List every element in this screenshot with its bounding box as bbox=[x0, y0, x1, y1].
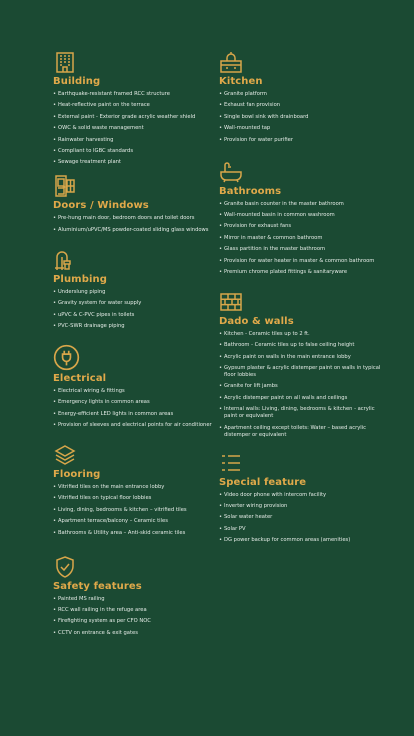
list-item: • Earthquake-resistant framed RCC structure bbox=[53, 91, 228, 98]
list-item: • Premium chrome plated fittings & sanitaryware bbox=[219, 269, 389, 276]
list-item: • Pre-hung main door, bedroom doors and toilet doors bbox=[53, 215, 228, 222]
section-safety bbox=[53, 555, 228, 637]
list-item: • Acrylic paint on walls in the main entrance lobby bbox=[219, 354, 389, 361]
list-item: • Video door phone with intercom facility bbox=[219, 492, 389, 499]
list-item: • Rainwater harvesting bbox=[53, 137, 228, 144]
list-item: • OWC & solid waste management bbox=[53, 125, 228, 132]
bricks-icon bbox=[219, 290, 243, 314]
list-item: • Provision of sleeves and electrical points for air conditioner bbox=[53, 422, 228, 429]
pipe-icon bbox=[53, 248, 77, 272]
stove-icon bbox=[219, 50, 243, 74]
list-item: • Emergency lights in common areas bbox=[53, 399, 228, 406]
section-title: Building bbox=[53, 76, 101, 87]
section-building bbox=[53, 50, 228, 166]
list-item: • Painted MS railing bbox=[53, 596, 228, 603]
list-item: • PVC-SWR drainage piping bbox=[53, 323, 228, 330]
list-item: • Vitrified tiles on typical floor lobbies bbox=[53, 495, 228, 502]
list-item: • Mirror in master & common bathroom bbox=[219, 235, 389, 242]
list-item: • Wall-mounted basin in common washroom bbox=[219, 212, 389, 219]
list-item: • Gravity system for water supply bbox=[53, 300, 228, 307]
list-item: • Acrylic distemper paint on all walls and ceilings bbox=[219, 395, 389, 402]
list-item: • Wall-mounted tap bbox=[219, 125, 389, 132]
list-item: • Aluminium/uPVC/MS powder-coated sliding glass windows bbox=[53, 227, 228, 234]
section-kitchen bbox=[219, 50, 389, 144]
list-item: • Granite platform bbox=[219, 91, 389, 98]
list-item: • Bathroom - Ceramic tiles up to false ceiling height bbox=[219, 342, 389, 349]
left-column bbox=[53, 50, 228, 649]
list-icon bbox=[219, 451, 243, 475]
list-item: • Firefighting system as per CFO NOC bbox=[53, 618, 228, 625]
list-item: • Bathrooms & Utility area – Anti-skid ceramic tiles bbox=[53, 530, 228, 537]
list-item: • Solar PV bbox=[219, 526, 389, 533]
list-item: • Granite basin counter in the master bathroom bbox=[219, 201, 389, 208]
right-column bbox=[219, 50, 389, 556]
section-dado bbox=[219, 290, 389, 439]
list-item: • Glass partition in the master bathroom bbox=[219, 246, 389, 253]
list-item: • Exhaust fan provision bbox=[219, 102, 389, 109]
list-item: • Provision for water purifier bbox=[219, 137, 389, 144]
section-title: Flooring bbox=[53, 469, 101, 481]
list-item: • Vitrified tiles on the main entrance lobby bbox=[53, 484, 228, 491]
list-item: • Apartment ceiling except toilets: Water – based acrylic distemper or equivalent bbox=[219, 425, 389, 439]
section-flooring bbox=[53, 443, 228, 537]
section-special bbox=[219, 451, 389, 545]
section-plumbing bbox=[53, 248, 228, 330]
list-item: • Provision for water heater in master & common bathroom bbox=[219, 258, 389, 265]
list-item: • Provision for exhaust fans bbox=[219, 223, 389, 230]
list-item: • Living, dining, bedrooms & kitchen – vitrified tiles bbox=[53, 507, 228, 514]
layers-icon bbox=[53, 443, 77, 467]
list-item: • Granite for lift jambs bbox=[219, 383, 389, 390]
section-title: Dado & walls bbox=[219, 315, 294, 327]
section-bathrooms bbox=[219, 160, 389, 276]
section-doors bbox=[53, 174, 228, 233]
section-title: Bathrooms bbox=[219, 185, 282, 197]
shield-check-icon bbox=[53, 555, 77, 579]
list-item: • Gypsum plaster & acrylic distemper paint on walls in typical floor lobbies bbox=[219, 365, 389, 379]
list-item: • Inverter wiring provision bbox=[219, 503, 389, 510]
list-item: • uPVC & C-PVC pipes in toilets bbox=[53, 312, 228, 319]
list-item: • External paint - Exterior grade acrylic weather shield bbox=[53, 114, 228, 121]
list-item: • Compliant to IGBC standards bbox=[53, 148, 228, 155]
section-title: Plumbing bbox=[53, 273, 107, 285]
list-item: • Internal walls: Living, dining, bedrooms & kitchen - acrylic paint or equivalent bbox=[219, 406, 389, 420]
list-item: • CCTV on entrance & exit gates bbox=[53, 630, 228, 637]
list-item: • Underslung piping bbox=[53, 289, 228, 296]
section-title: Kitchen bbox=[219, 76, 263, 87]
list-item: • Energy-efficient LED lights in common areas bbox=[53, 411, 228, 418]
section-title: Special feature bbox=[219, 476, 307, 488]
list-item: • Heat-reflective paint on the terrace bbox=[53, 102, 228, 109]
list-item: • Kitchen - Ceramic tiles up to 2 ft. bbox=[219, 331, 389, 338]
plug-icon bbox=[53, 344, 80, 371]
section-electrical bbox=[53, 344, 228, 429]
list-item: • RCC wall railing in the refuge area bbox=[53, 607, 228, 614]
bathtub-icon bbox=[219, 160, 243, 184]
building-icon bbox=[53, 50, 77, 74]
door-icon bbox=[53, 174, 77, 198]
section-title: Doors / Windows bbox=[53, 200, 149, 212]
list-item: • Sewage treatment plant bbox=[53, 159, 228, 166]
section-title: Safety features bbox=[53, 580, 142, 592]
list-item: • Single bowl sink with drainboard bbox=[219, 114, 389, 121]
list-item: • Solar water heater bbox=[219, 514, 389, 521]
section-title: Electrical bbox=[53, 372, 107, 384]
list-item: • DG power backup for common areas (amenities) bbox=[219, 537, 389, 544]
list-item: • Electrical wiring & fittings bbox=[53, 388, 228, 395]
list-item: • Apartment terrace/balcony – Ceramic tiles bbox=[53, 518, 228, 525]
